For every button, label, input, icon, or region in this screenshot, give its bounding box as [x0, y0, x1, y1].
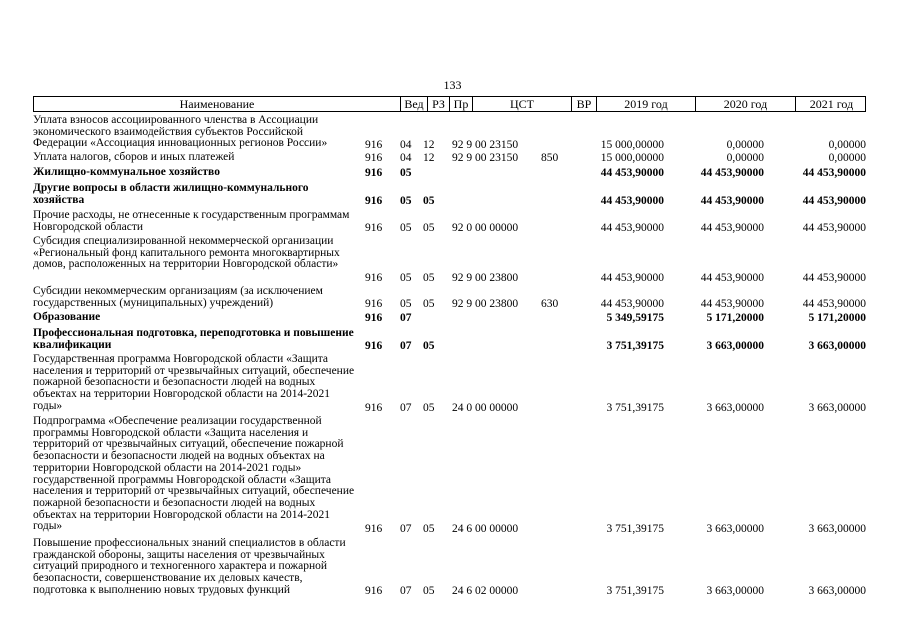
cell-2019: 15 000,00000	[600, 139, 664, 151]
cell-2021: 0,00000	[828, 152, 866, 164]
header-cst: ЦСТ	[510, 97, 534, 111]
table-row	[33, 210, 866, 234]
cell-2021: 3 663,00000	[808, 340, 866, 352]
cell-rz: 05	[400, 167, 412, 179]
cell-2020: 44 453,90000	[700, 272, 764, 284]
cell-pr: 12	[423, 152, 435, 164]
cell-2019: 5 349,59175	[606, 312, 664, 324]
table-row	[33, 286, 866, 310]
row-name: Государственная программа Новгородской области «Защита населения и территорий от чрезвычайных ситуаций, обеспечение пожарной безопасности и безопасности людей на водных объектах на территории Новгородской области на 2014-2021 годы»	[33, 353, 355, 412]
cell-2020: 3 663,00000	[706, 340, 764, 352]
cell-2020: 0,00000	[726, 152, 764, 164]
cell-ved: 916	[365, 298, 383, 310]
cell-2019: 3 751,39175	[606, 585, 664, 597]
cell-2020: 0,00000	[726, 139, 764, 151]
cell-cst: 92 9 00 23800	[452, 272, 519, 284]
cell-pr: 05	[423, 523, 435, 535]
cell-rz: 07	[400, 340, 412, 352]
table-header	[33, 96, 866, 112]
cell-cst: 92 0 00 00000	[452, 222, 519, 234]
header-ved: Вед	[404, 97, 424, 111]
table-row	[33, 312, 866, 324]
cell-cst: 24 0 00 00000	[452, 402, 519, 414]
page-number: 133	[443, 78, 462, 92]
table-row	[33, 328, 866, 352]
header-2019: 2019 год	[624, 97, 668, 111]
cell-ved: 916	[365, 167, 383, 179]
cell-rz: 05	[400, 222, 412, 234]
table-row	[33, 416, 866, 535]
cell-rz: 05	[400, 195, 412, 207]
cell-vr: 630	[541, 298, 559, 310]
cell-ved: 916	[365, 402, 383, 414]
cell-pr: 05	[423, 402, 435, 414]
cell-pr: 12	[423, 139, 435, 151]
cell-rz: 05	[400, 298, 412, 310]
cell-2019: 15 000,00000	[600, 152, 664, 164]
row-name: Другие вопросы в области жилищно-коммунального хозяйства	[33, 182, 309, 206]
row-name: Жилищно-коммунальное хозяйство	[33, 166, 220, 178]
header-pr: Пр	[453, 97, 469, 111]
cell-2019: 3 751,39175	[606, 523, 664, 535]
row-name: Субсидия специализированной некоммерческой организации «Региональный фонд капитального ремонта многоквартирных домов, расположенных на территории Новгородской области»	[33, 235, 340, 271]
cell-2021: 44 453,90000	[802, 195, 866, 207]
cell-rz: 05	[400, 272, 412, 284]
cell-rz: 04	[400, 139, 412, 151]
cell-ved: 916	[365, 139, 383, 151]
header-2020: 2020 год	[723, 97, 768, 111]
cell-ved: 916	[365, 272, 383, 284]
cell-2021: 3 663,00000	[808, 585, 866, 597]
cell-2020: 3 663,00000	[706, 585, 764, 597]
row-name: Уплата налогов, сборов и иных платежей	[33, 151, 235, 163]
cell-pr: 05	[423, 195, 435, 207]
table-row	[33, 538, 866, 597]
cell-pr: 05	[423, 585, 435, 597]
cell-ved: 916	[365, 152, 383, 164]
table-row	[33, 183, 866, 207]
row-name: Уплата взносов ассоциированного членства в Ассоциации экономического взаимодействия субъектов Российской Федерации «Ассоциация инновационных регионов России»	[33, 114, 328, 150]
cell-rz: 07	[400, 312, 412, 324]
cell-ved: 916	[365, 222, 383, 234]
cell-pr: 05	[423, 298, 435, 310]
cell-2021: 0,00000	[828, 139, 866, 151]
cell-cst: 92 9 00 23150	[452, 139, 519, 151]
cell-cst: 24 6 00 00000	[452, 523, 519, 535]
cell-2020: 5 171,20000	[706, 312, 764, 324]
cell-ved: 916	[365, 312, 383, 324]
cell-2021: 5 171,20000	[808, 312, 866, 324]
cell-2021: 44 453,90000	[802, 167, 866, 179]
table-row	[33, 152, 866, 164]
cell-ved: 916	[365, 340, 383, 352]
row-name: Подпрограмма «Обеспечение реализации государственной программы Новгородской области «Защита населения и территорий от чрезвычайных ситуаций, обеспечение пожарной безопасности и безопасности людей на водных объектах на территории Новгородской области на 2014-2021 годы» государственной программы Новгородской области «Защита населения и территорий от чрезвычайных ситуаций, обеспечение пожарной безопасности и безопасности людей на водных объектах на территории Новгородской области на 2014-2021 годы»	[33, 415, 355, 533]
cell-rz: 07	[400, 402, 412, 414]
cell-ved: 916	[365, 523, 383, 535]
cell-2019: 44 453,90000	[600, 167, 664, 179]
row-name: Повышение профессиональных знаний специалистов в области гражданской обороны, защиты населения от чрезвычайных ситуаций природного и техногенного характера и пожарной безопасности, совершенствование их деловых качеств, подготовка к выполнению новых трудовых функций	[33, 537, 346, 596]
cell-2019: 44 453,90000	[600, 272, 664, 284]
cell-2021: 3 663,00000	[808, 402, 866, 414]
cell-2020: 44 453,90000	[700, 195, 764, 207]
cell-2021: 3 663,00000	[808, 523, 866, 535]
cell-rz: 07	[400, 523, 412, 535]
cell-2019: 3 751,39175	[606, 340, 664, 352]
header-name: Наименование	[179, 97, 255, 111]
row-name: Профессиональная подготовка, переподготовка и повышение квалификации	[33, 327, 354, 351]
cell-ved: 916	[365, 585, 383, 597]
table-row	[33, 236, 866, 284]
cell-pr: 05	[423, 340, 435, 352]
cell-cst: 24 6 02 00000	[452, 585, 519, 597]
cell-2020: 44 453,90000	[700, 167, 764, 179]
table-row	[33, 115, 866, 151]
table-row	[33, 167, 866, 179]
header-vr: ВР	[576, 97, 592, 111]
cell-ved: 916	[365, 195, 383, 207]
cell-pr: 05	[423, 222, 435, 234]
cell-2019: 44 453,90000	[600, 298, 664, 310]
cell-pr: 05	[423, 272, 435, 284]
cell-2019: 44 453,90000	[600, 222, 664, 234]
header-rz: РЗ	[432, 97, 445, 111]
cell-vr: 850	[541, 152, 559, 164]
cell-rz: 04	[400, 152, 412, 164]
table-row	[33, 354, 866, 414]
cell-2019: 3 751,39175	[606, 402, 664, 414]
row-name: Образование	[33, 311, 101, 323]
cell-cst: 92 9 00 23800	[452, 298, 519, 310]
cell-2020: 44 453,90000	[700, 298, 764, 310]
cell-2021: 44 453,90000	[802, 222, 866, 234]
row-name: Прочие расходы, не отнесенные к государственным программам Новгородской области	[33, 209, 350, 233]
cell-cst: 92 9 00 23150	[452, 152, 519, 164]
cell-2021: 44 453,90000	[802, 298, 866, 310]
header-2021: 2021 год	[809, 97, 854, 111]
cell-2020: 3 663,00000	[706, 523, 764, 535]
cell-2021: 44 453,90000	[802, 272, 866, 284]
cell-2020: 3 663,00000	[706, 402, 764, 414]
cell-2020: 44 453,90000	[700, 222, 764, 234]
row-name: Субсидии некоммерческим организациям (за исключением государственных (муниципальных) учреждений)	[33, 285, 323, 309]
cell-2019: 44 453,90000	[600, 195, 664, 207]
cell-rz: 07	[400, 585, 412, 597]
